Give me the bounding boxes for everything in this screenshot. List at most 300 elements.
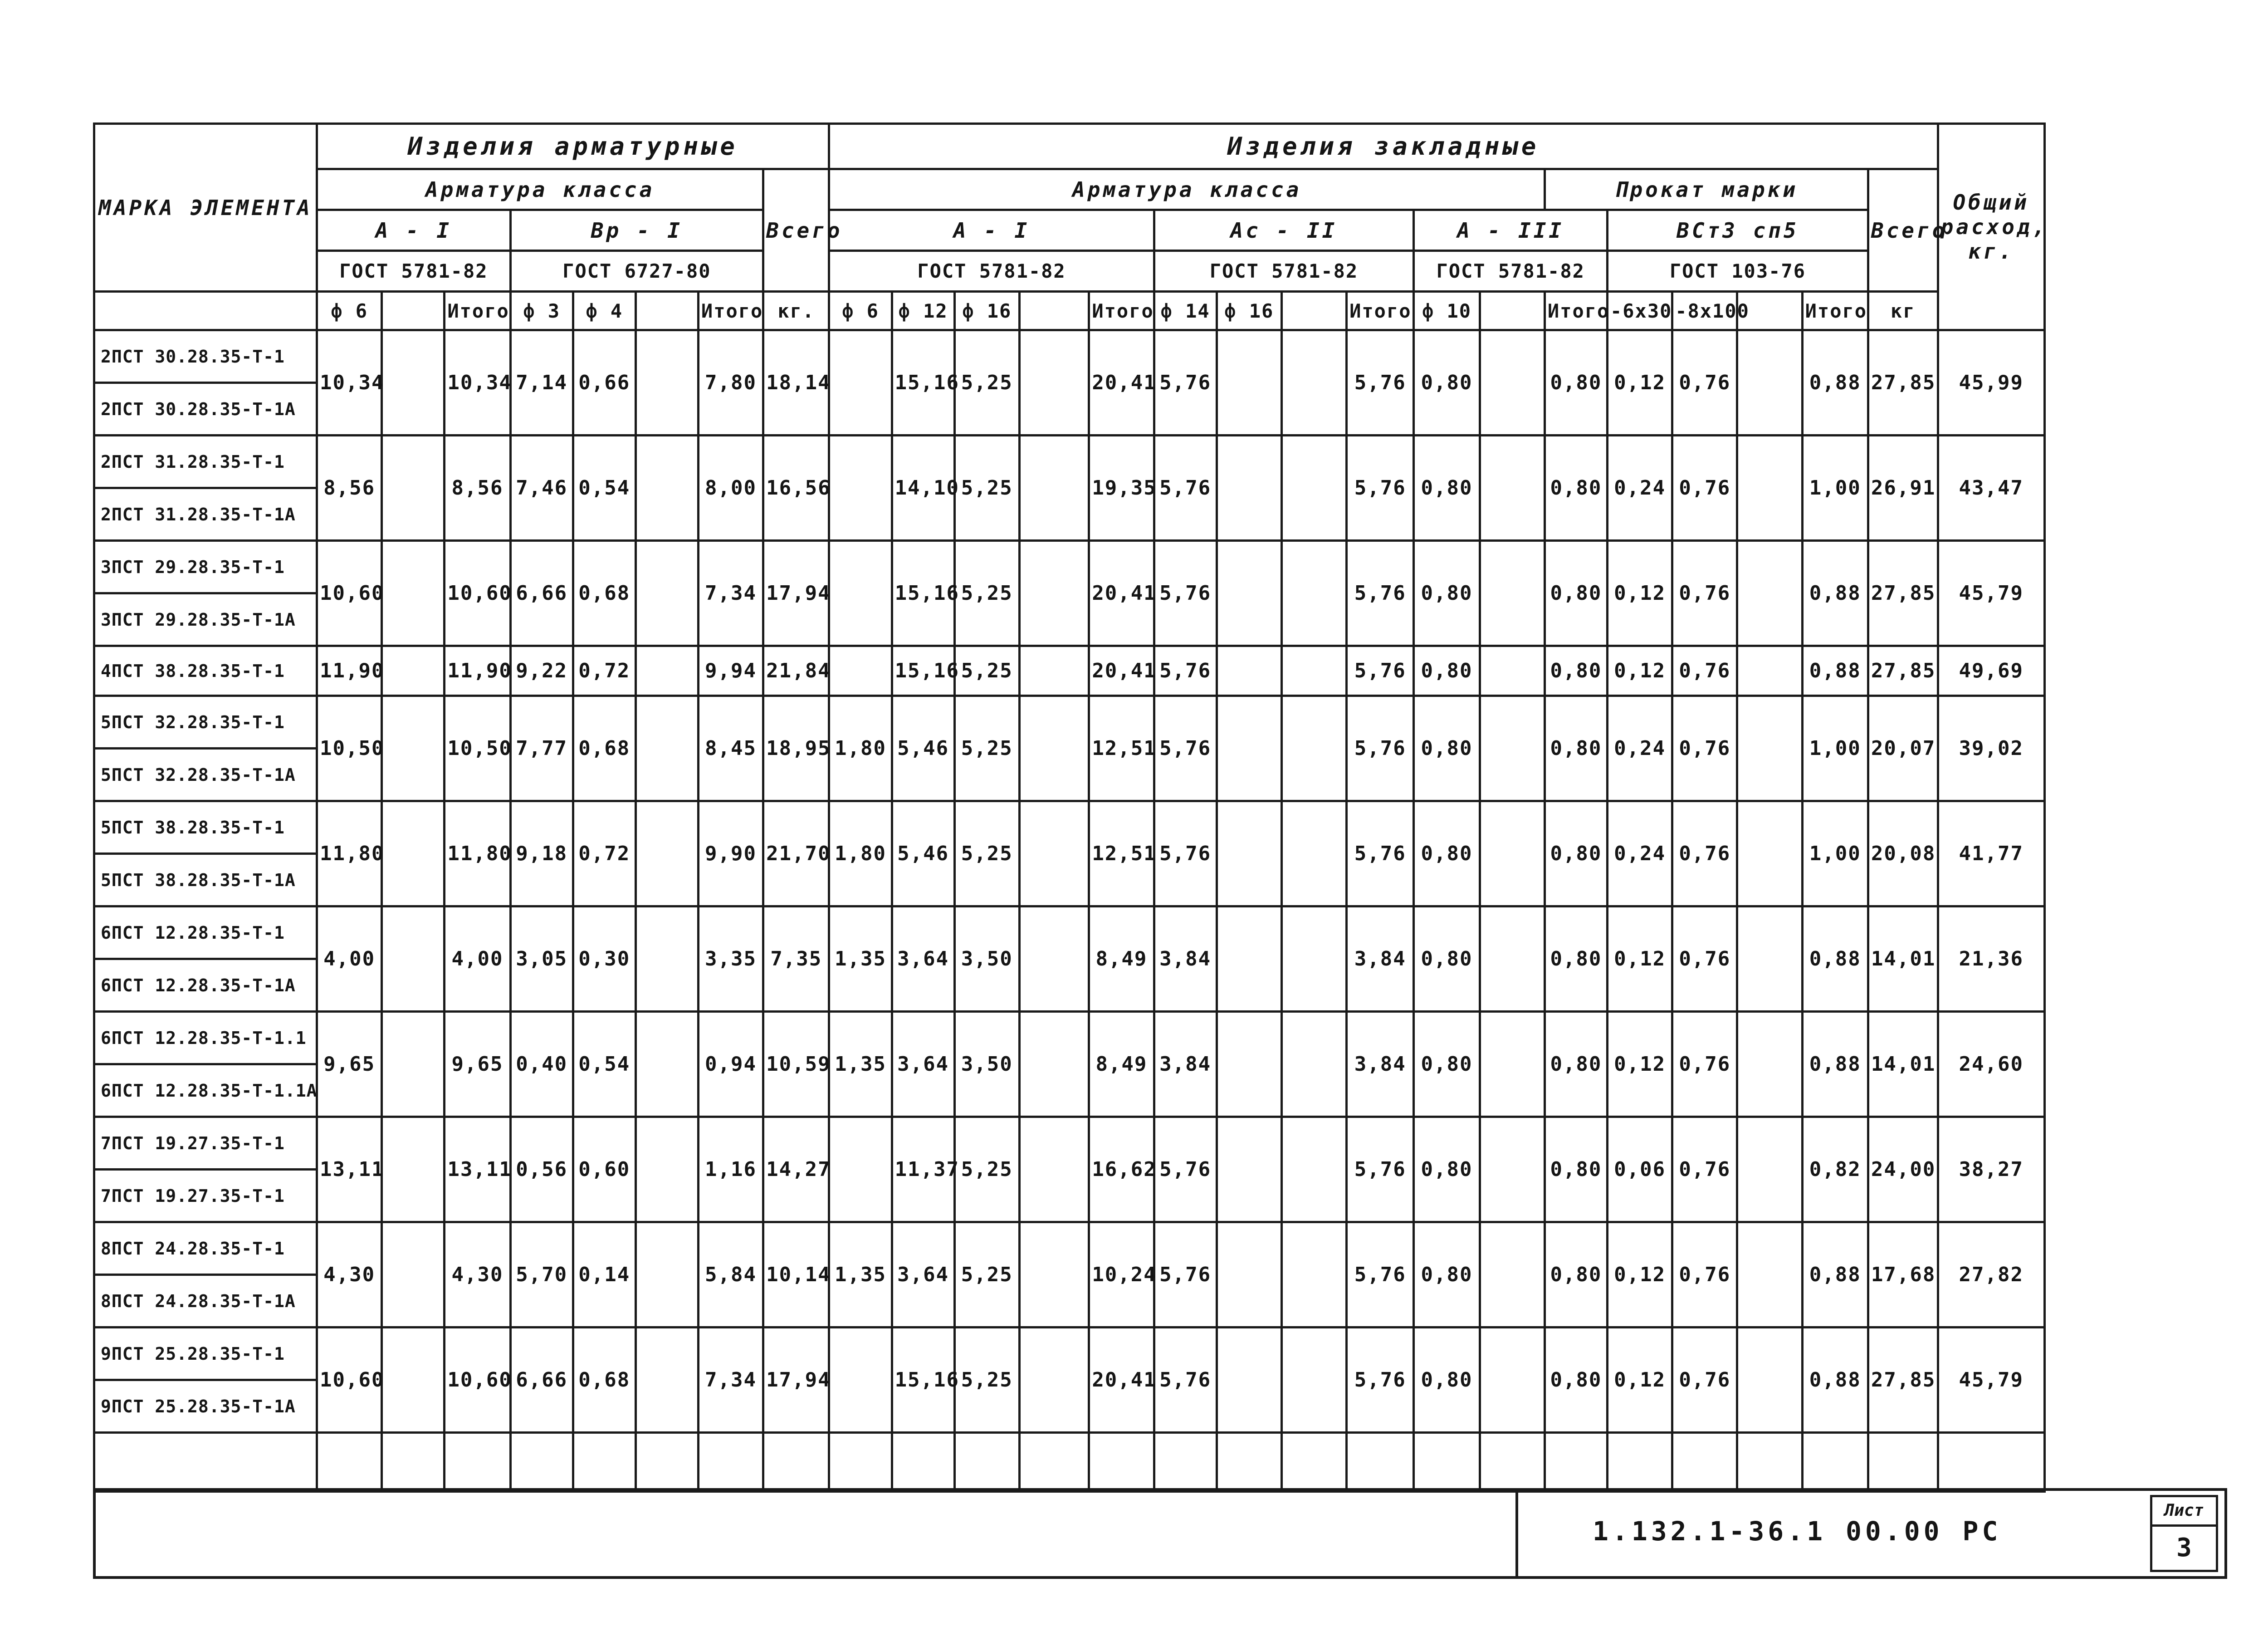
value-cell: 1,16	[698, 1117, 763, 1222]
subheader-cell: Итого	[1347, 292, 1414, 330]
value-cell	[1217, 1117, 1281, 1222]
value-cell: 27,85	[1868, 646, 1938, 696]
value-cell	[1217, 906, 1281, 1012]
value-cell: 17,68	[1868, 1222, 1938, 1328]
total-header-line3: кг.	[1968, 239, 2014, 264]
value-cell: 12,51	[1089, 696, 1154, 801]
value-cell	[1737, 801, 1802, 906]
value-cell: 0,76	[1672, 801, 1737, 906]
subheader-cell	[635, 292, 698, 330]
element-mark: 2ПСТ 30.28.35-Т-1	[94, 330, 317, 383]
value-cell	[635, 1328, 698, 1433]
value-cell: 11,90	[317, 646, 382, 696]
group-embedded-header: Изделия закладные	[829, 124, 1938, 169]
empty-cell	[1545, 1433, 1607, 1492]
table-row	[94, 906, 2045, 959]
value-cell: 5,76	[1347, 646, 1414, 696]
sheet-number-box	[2150, 1495, 2218, 1572]
table-row	[94, 1328, 2045, 1380]
value-cell: 0,80	[1545, 906, 1607, 1012]
value-cell	[1019, 1012, 1089, 1117]
empty-cell	[829, 1433, 892, 1492]
value-cell	[1019, 646, 1089, 696]
element-mark: 5ПСТ 32.28.35-Т-1	[94, 696, 317, 749]
value-cell	[382, 1117, 445, 1222]
element-mark: 6ПСТ 12.28.35-Т-1	[94, 906, 317, 959]
value-cell: 0,12	[1607, 330, 1672, 436]
value-cell	[1217, 436, 1281, 541]
value-cell: 3,35	[698, 906, 763, 1012]
value-cell	[1217, 330, 1281, 436]
value-cell: 1,35	[829, 1222, 892, 1328]
value-cell: 11,80	[445, 801, 510, 906]
value-cell	[1217, 1222, 1281, 1328]
value-cell: 5,76	[1154, 1117, 1217, 1222]
title-block	[93, 1488, 2227, 1579]
value-cell	[1281, 1012, 1346, 1117]
value-cell: 6,66	[510, 1328, 573, 1433]
value-cell	[1281, 1117, 1346, 1222]
class-a1-embedded-header: А - I	[829, 210, 1154, 251]
value-cell: 24,00	[1868, 1117, 1938, 1222]
value-cell: 15,16	[892, 541, 954, 646]
value-cell: 0,88	[1802, 1012, 1868, 1117]
value-cell: 5,76	[1347, 801, 1414, 906]
value-cell	[382, 1328, 445, 1433]
subheader-cell: ф 6	[317, 292, 382, 330]
value-cell	[635, 436, 698, 541]
subheader-cell: -6х30	[1607, 292, 1672, 330]
value-cell: 0,54	[573, 436, 635, 541]
value-cell: 15,16	[892, 646, 954, 696]
value-cell: 14,01	[1868, 906, 1938, 1012]
value-cell	[1019, 906, 1089, 1012]
value-cell	[635, 801, 698, 906]
empty-cell	[954, 1433, 1019, 1492]
empty-cell	[635, 1433, 698, 1492]
value-cell: 5,25	[954, 436, 1019, 541]
value-cell: 0,80	[1414, 696, 1480, 801]
empty-cell	[1281, 1433, 1346, 1492]
value-cell: 10,60	[445, 541, 510, 646]
value-cell: 27,82	[1938, 1222, 2044, 1328]
total-header	[1938, 124, 2048, 330]
class-a1-header: А - I	[317, 210, 511, 251]
value-cell: 10,34	[317, 330, 382, 436]
value-cell: 0,12	[1607, 646, 1672, 696]
mark-subheader-blank	[94, 292, 317, 330]
empty-cell	[510, 1433, 573, 1492]
value-cell	[1217, 801, 1281, 906]
value-cell: 10,50	[317, 696, 382, 801]
steel-grade-header: ВСт3 сп5	[1607, 210, 1868, 251]
value-cell	[382, 330, 445, 436]
element-mark: 6ПСТ 12.28.35-Т-1А	[94, 959, 317, 1012]
value-cell: 11,90	[445, 646, 510, 696]
value-cell: 10,14	[763, 1222, 829, 1328]
empty-cell	[1607, 1433, 1672, 1492]
value-cell	[635, 1012, 698, 1117]
value-cell: 10,24	[1089, 1222, 1154, 1328]
value-cell: 0,72	[573, 801, 635, 906]
value-cell: 0,76	[1672, 1012, 1737, 1117]
table-row	[94, 646, 2045, 696]
value-cell	[635, 541, 698, 646]
value-cell: 5,76	[1154, 330, 1217, 436]
value-cell: 3,64	[892, 906, 954, 1012]
class-a3-header: А - III	[1414, 210, 1608, 251]
value-cell	[1480, 436, 1545, 541]
value-cell	[382, 436, 445, 541]
value-cell: 15,16	[892, 1328, 954, 1433]
value-cell: 0,68	[573, 1328, 635, 1433]
value-cell	[1480, 1222, 1545, 1328]
value-cell: 7,46	[510, 436, 573, 541]
value-cell: 5,76	[1154, 541, 1217, 646]
value-cell: 0,80	[1545, 1222, 1607, 1328]
value-cell: 0,76	[1672, 906, 1737, 1012]
value-cell: 10,34	[445, 330, 510, 436]
table-row	[94, 801, 2045, 854]
subheader-cell: ф 14	[1154, 292, 1217, 330]
empty-cell	[1737, 1433, 1802, 1492]
value-cell: 17,94	[763, 1328, 829, 1433]
value-cell: 0,88	[1802, 906, 1868, 1012]
element-mark: 2ПСТ 30.28.35-Т-1А	[94, 383, 317, 436]
value-cell	[382, 801, 445, 906]
value-cell: 0,56	[510, 1117, 573, 1222]
value-cell	[1217, 646, 1281, 696]
value-cell: 1,35	[829, 1012, 892, 1117]
subheader-cell: ф 16	[954, 292, 1019, 330]
subheader-cell: ф 3	[510, 292, 573, 330]
value-cell: 16,56	[763, 436, 829, 541]
subheader-cell	[1019, 292, 1089, 330]
value-cell: 7,35	[763, 906, 829, 1012]
value-cell: 21,70	[763, 801, 829, 906]
value-cell	[829, 1328, 892, 1433]
value-cell	[635, 1222, 698, 1328]
value-cell	[829, 646, 892, 696]
empty-cell	[1938, 1433, 2044, 1492]
armatura-klassa-header-2: Арматура класса	[829, 169, 1545, 210]
value-cell: 27,85	[1868, 541, 1938, 646]
value-cell	[1019, 330, 1089, 436]
value-cell: 5,25	[954, 646, 1019, 696]
empty-cell	[1414, 1433, 1480, 1492]
value-cell: 3,84	[1347, 906, 1414, 1012]
value-cell: 13,11	[317, 1117, 382, 1222]
value-cell	[635, 646, 698, 696]
value-cell: 11,37	[892, 1117, 954, 1222]
value-cell: 14,01	[1868, 1012, 1938, 1117]
value-cell: 0,88	[1802, 541, 1868, 646]
value-cell: 0,80	[1414, 1117, 1480, 1222]
value-cell	[1019, 541, 1089, 646]
element-mark: 7ПСТ 19.27.35-Т-1	[94, 1117, 317, 1170]
value-cell: 1,00	[1802, 696, 1868, 801]
table-row	[94, 330, 2045, 383]
subheader-cell: Итого	[445, 292, 510, 330]
value-cell	[1480, 1117, 1545, 1222]
value-cell	[1480, 801, 1545, 906]
group-reinforcing-header: Изделия арматурные	[317, 124, 829, 169]
value-cell: 8,56	[317, 436, 382, 541]
value-cell: 3,05	[510, 906, 573, 1012]
value-cell	[1217, 541, 1281, 646]
element-mark: 4ПСТ 38.28.35-Т-1	[94, 646, 317, 696]
element-mark: 6ПСТ 12.28.35-Т-1.1	[94, 1012, 317, 1064]
value-cell: 0,12	[1607, 1012, 1672, 1117]
value-cell: 0,80	[1545, 696, 1607, 801]
value-cell: 20,41	[1089, 646, 1154, 696]
value-cell: 9,90	[698, 801, 763, 906]
value-cell: 10,59	[763, 1012, 829, 1117]
value-cell	[1019, 696, 1089, 801]
value-cell	[382, 696, 445, 801]
value-cell: 0,88	[1802, 1328, 1868, 1433]
value-cell: 0,24	[1607, 801, 1672, 906]
value-cell: 0,30	[573, 906, 635, 1012]
value-cell: 0,80	[1545, 330, 1607, 436]
element-mark: 5ПСТ 38.28.35-Т-1А	[94, 854, 317, 906]
value-cell: 0,76	[1672, 1117, 1737, 1222]
value-cell	[1737, 1328, 1802, 1433]
value-cell: 0,80	[1414, 436, 1480, 541]
value-cell: 5,46	[892, 801, 954, 906]
value-cell: 3,64	[892, 1012, 954, 1117]
value-cell: 14,10	[892, 436, 954, 541]
sheet-label: Лист	[2152, 1497, 2216, 1527]
value-cell: 10,60	[445, 1328, 510, 1433]
value-cell: 0,94	[698, 1012, 763, 1117]
value-cell: 5,70	[510, 1222, 573, 1328]
value-cell	[829, 541, 892, 646]
table-row	[94, 541, 2045, 593]
value-cell: 0,80	[1545, 646, 1607, 696]
value-cell: 0,82	[1802, 1117, 1868, 1222]
value-cell	[635, 906, 698, 1012]
total-header-line1: Общий	[1953, 190, 2029, 215]
value-cell: 0,80	[1414, 330, 1480, 436]
value-cell: 0,40	[510, 1012, 573, 1117]
value-cell	[1737, 1222, 1802, 1328]
value-cell: 7,34	[698, 541, 763, 646]
value-cell: 20,41	[1089, 330, 1154, 436]
value-cell	[1737, 646, 1802, 696]
value-cell	[1737, 1012, 1802, 1117]
value-cell: 45,79	[1938, 1328, 2044, 1433]
value-cell: 0,12	[1607, 541, 1672, 646]
element-mark: 8ПСТ 24.28.35-Т-1	[94, 1222, 317, 1275]
armatura-klassa-header-1: Арматура класса	[317, 169, 763, 210]
value-cell: 7,34	[698, 1328, 763, 1433]
value-cell: 5,25	[954, 330, 1019, 436]
value-cell: 0,54	[573, 1012, 635, 1117]
value-cell	[1737, 1117, 1802, 1222]
value-cell	[829, 436, 892, 541]
value-cell: 0,80	[1414, 1222, 1480, 1328]
value-cell: 0,80	[1545, 1012, 1607, 1117]
value-cell: 19,35	[1089, 436, 1154, 541]
value-cell: 0,24	[1607, 436, 1672, 541]
value-cell: 0,76	[1672, 646, 1737, 696]
element-mark: 3ПСТ 29.28.35-Т-1А	[94, 593, 317, 646]
value-cell: 0,12	[1607, 1328, 1672, 1433]
value-cell	[635, 1117, 698, 1222]
value-cell: 6,66	[510, 541, 573, 646]
value-cell: 0,68	[573, 541, 635, 646]
value-cell	[1019, 1328, 1089, 1433]
value-cell	[1281, 801, 1346, 906]
value-cell	[1281, 541, 1346, 646]
subheader-cell	[1480, 292, 1545, 330]
value-cell: 5,76	[1154, 1222, 1217, 1328]
value-cell	[382, 1012, 445, 1117]
vsego-header-2: Всего	[1868, 169, 1938, 292]
value-cell: 3,84	[1154, 1012, 1217, 1117]
value-cell	[635, 330, 698, 436]
value-cell	[1281, 696, 1346, 801]
value-cell: 20,41	[1089, 1328, 1154, 1433]
value-cell: 21,36	[1938, 906, 2044, 1012]
value-cell: 0,80	[1545, 541, 1607, 646]
value-cell	[382, 541, 445, 646]
empty-cell	[1480, 1433, 1545, 1492]
value-cell: 1,80	[829, 696, 892, 801]
value-cell	[1217, 696, 1281, 801]
value-cell: 0,80	[1414, 801, 1480, 906]
value-cell: 5,76	[1347, 1222, 1414, 1328]
value-cell: 10,60	[317, 1328, 382, 1433]
value-cell: 0,68	[573, 696, 635, 801]
empty-cell	[1347, 1433, 1414, 1492]
value-cell: 3,50	[954, 906, 1019, 1012]
value-cell	[382, 1222, 445, 1328]
value-cell: 0,76	[1672, 696, 1737, 801]
value-cell: 12,51	[1089, 801, 1154, 906]
element-mark: 7ПСТ 19.27.35-Т-1	[94, 1170, 317, 1222]
value-cell	[1217, 1012, 1281, 1117]
value-cell	[1281, 436, 1346, 541]
empty-cell	[94, 1433, 317, 1492]
empty-cell	[1217, 1433, 1281, 1492]
value-cell: 10,50	[445, 696, 510, 801]
class-bp1-header: Вр - I	[510, 210, 763, 251]
value-cell: 0,80	[1414, 646, 1480, 696]
value-cell	[382, 906, 445, 1012]
value-cell: 0,76	[1672, 1328, 1737, 1433]
subheader-cell: ф 12	[892, 292, 954, 330]
subheader-cell: Итого	[1089, 292, 1154, 330]
value-cell: 5,84	[698, 1222, 763, 1328]
value-cell	[1281, 330, 1346, 436]
value-cell: 5,25	[954, 801, 1019, 906]
value-cell: 0,60	[573, 1117, 635, 1222]
value-cell: 20,08	[1868, 801, 1938, 906]
value-cell: 9,65	[317, 1012, 382, 1117]
value-cell: 0,12	[1607, 906, 1672, 1012]
value-cell: 5,76	[1154, 801, 1217, 906]
value-cell: 7,14	[510, 330, 573, 436]
value-cell	[1737, 541, 1802, 646]
gost-header-6: ГОСТ 103-76	[1607, 251, 1868, 292]
total-header-line2: расход,	[1941, 215, 2048, 239]
value-cell: 8,45	[698, 696, 763, 801]
value-cell: 7,77	[510, 696, 573, 801]
value-cell	[1737, 436, 1802, 541]
value-cell: 4,30	[317, 1222, 382, 1328]
value-cell: 27,85	[1868, 1328, 1938, 1433]
value-cell: 9,22	[510, 646, 573, 696]
value-cell: 45,99	[1938, 330, 2044, 436]
value-cell: 5,25	[954, 1222, 1019, 1328]
value-cell: 0,80	[1545, 436, 1607, 541]
value-cell: 27,85	[1868, 330, 1938, 436]
element-mark: 5ПСТ 32.28.35-Т-1А	[94, 749, 317, 801]
element-mark: 9ПСТ 25.28.35-Т-1	[94, 1328, 317, 1380]
value-cell: 4,00	[445, 906, 510, 1012]
empty-cell	[892, 1433, 954, 1492]
value-cell	[1019, 801, 1089, 906]
class-ac2-header: Ас - II	[1154, 210, 1414, 251]
value-cell: 0,76	[1672, 436, 1737, 541]
subheader-cell: -8х100	[1672, 292, 1737, 330]
value-cell: 1,00	[1802, 801, 1868, 906]
value-cell	[829, 330, 892, 436]
value-cell: 8,56	[445, 436, 510, 541]
value-cell: 5,25	[954, 1328, 1019, 1433]
element-mark: 8ПСТ 24.28.35-Т-1А	[94, 1275, 317, 1328]
value-cell: 13,11	[445, 1117, 510, 1222]
value-cell: 0,24	[1607, 696, 1672, 801]
value-cell	[1737, 330, 1802, 436]
gost-header-2: ГОСТ 6727-80	[510, 251, 763, 292]
value-cell	[1480, 696, 1545, 801]
subheader-cell: ф 6	[829, 292, 892, 330]
value-cell	[1480, 541, 1545, 646]
subheader-cell	[382, 292, 445, 330]
value-cell: 0,80	[1414, 1328, 1480, 1433]
empty-cell	[382, 1433, 445, 1492]
value-cell: 5,76	[1347, 541, 1414, 646]
empty-cell	[698, 1433, 763, 1492]
gost-header-1: ГОСТ 5781-82	[317, 251, 511, 292]
value-cell: 45,79	[1938, 541, 2044, 646]
value-cell: 43,47	[1938, 436, 2044, 541]
value-cell: 0,80	[1545, 801, 1607, 906]
value-cell: 9,18	[510, 801, 573, 906]
subheader-cell	[1281, 292, 1346, 330]
value-cell: 0,72	[573, 646, 635, 696]
element-mark: 2ПСТ 31.28.35-Т-1А	[94, 488, 317, 541]
value-cell: 20,41	[1089, 541, 1154, 646]
empty-cell	[445, 1433, 510, 1492]
value-cell: 21,84	[763, 646, 829, 696]
value-cell: 4,00	[317, 906, 382, 1012]
value-cell: 0,12	[1607, 1222, 1672, 1328]
value-cell	[635, 696, 698, 801]
sheet-number: 3	[2176, 1533, 2192, 1563]
value-cell	[382, 646, 445, 696]
value-cell	[1480, 906, 1545, 1012]
value-cell: 17,94	[763, 541, 829, 646]
empty-cell	[573, 1433, 635, 1492]
value-cell: 9,65	[445, 1012, 510, 1117]
value-cell: 5,25	[954, 1117, 1019, 1222]
value-cell: 5,76	[1347, 1328, 1414, 1433]
value-cell	[1217, 1328, 1281, 1433]
